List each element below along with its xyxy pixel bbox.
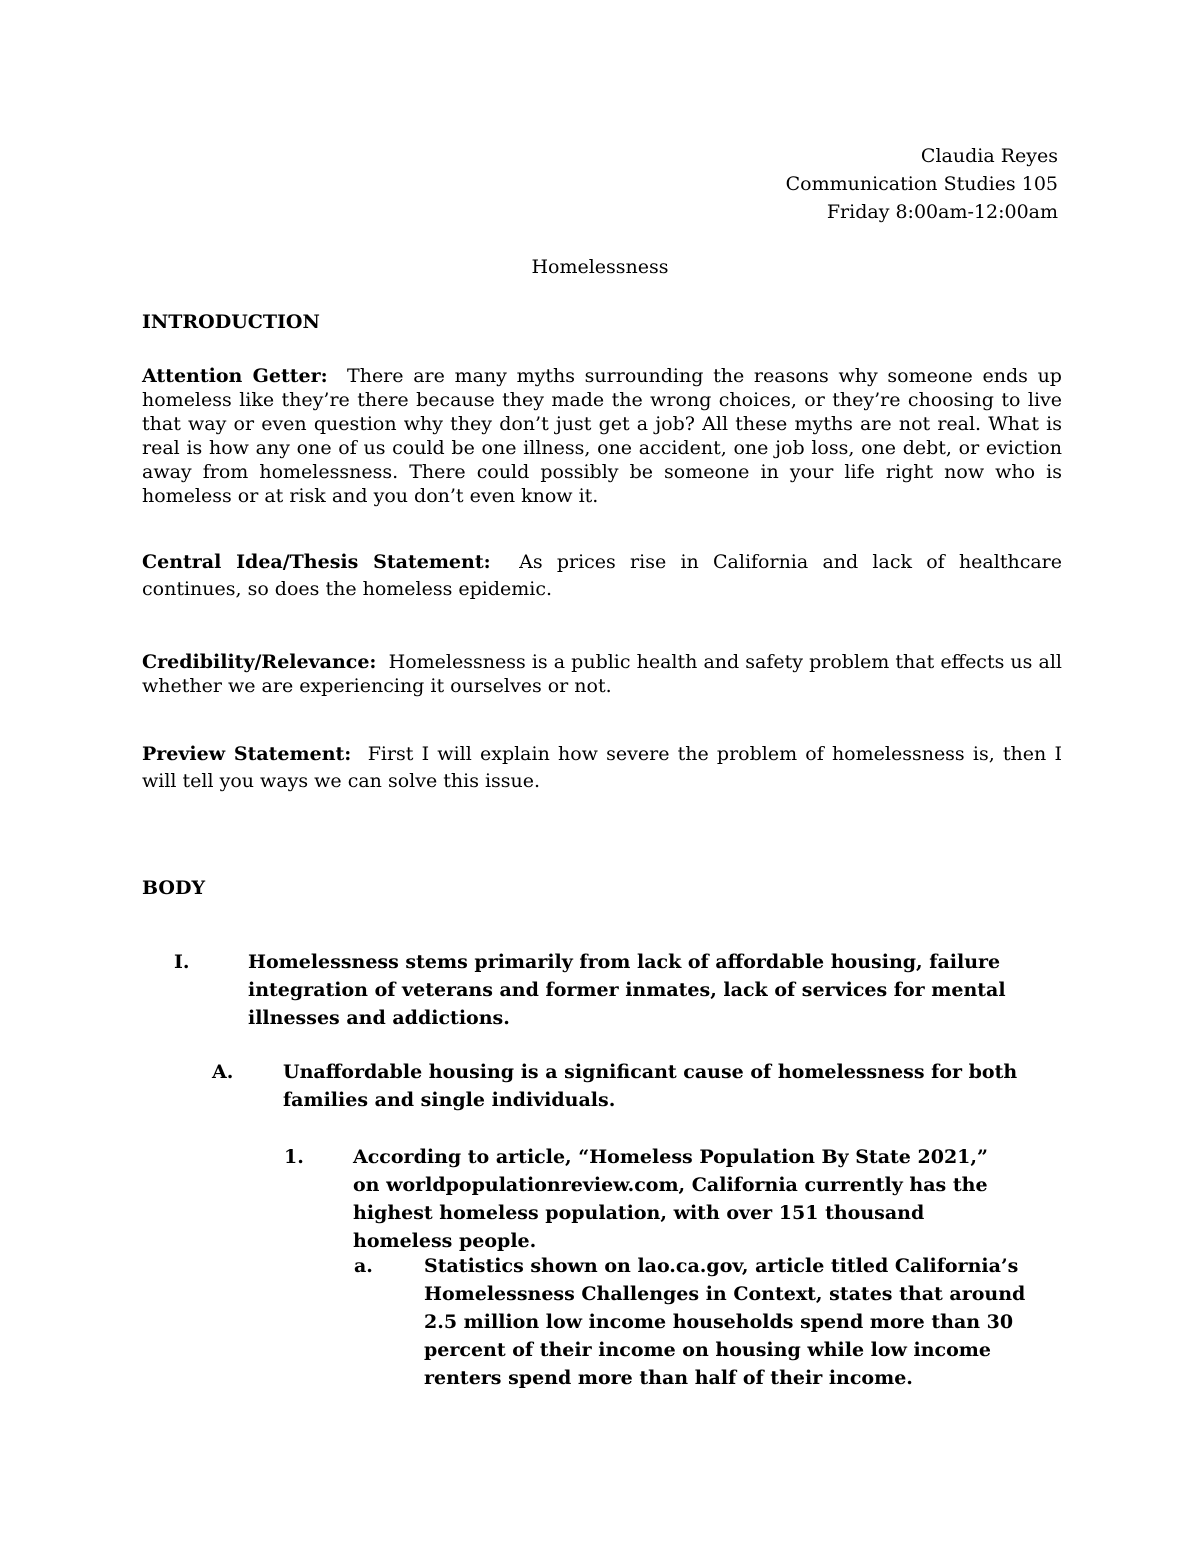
thesis-statement	[142, 549, 1062, 603]
outline-item-1	[0, 1143, 1200, 1252]
attention-getter	[142, 364, 1062, 508]
outline-text-i: Homelessness stems primarily from lack of affordable housing, failure integration of veterans and former inmates, lack of services for mental illnesses and addictions.	[248, 951, 1006, 1029]
preview-statement	[142, 741, 1062, 795]
body-heading: BODY	[142, 877, 206, 899]
thesis-label: Central Idea/Thesis Statement:	[142, 551, 491, 573]
preview-text: First I will explain how severe the problem of homelessness is, then I will tell you ways we can solve this issue.	[142, 743, 1062, 792]
outline-marker-a-sub: a.	[354, 1255, 373, 1277]
document-title: Homelessness	[531, 256, 669, 278]
outline-text-1: According to article, “Homeless Population By State 2021,” on worldpopulationreview.com, California currently has the highest homeless population, with over 151 thousand homeless people.	[353, 1146, 988, 1252]
author-header	[786, 142, 1058, 226]
credibility-statement	[142, 650, 1062, 698]
outline-text-a: Unaffordable housing is a significant cause of homelessness for both families and single individuals.	[283, 1061, 1018, 1111]
outline-item-a-sub	[0, 1252, 1200, 1402]
credibility-text: Homelessness is a public health and safety problem that effects us all whether we are experiencing it ourselves or not.	[142, 651, 1062, 697]
attention-getter-label: Attention Getter:	[142, 365, 328, 387]
preview-label: Preview Statement:	[142, 743, 352, 765]
attention-getter-text: There are many myths surrounding the reasons why someone ends up homeless like they’re there because they made the wrong choices, or they’re choosing to live that way or even question why they don’t just get a job? All these myths are not real. What is real is how any one of us could be one illness, one accident, one job loss, one debt, or eviction away from homelessness. There could possibly be someone in your life right now who is homeless or at risk and you don’t even know it.	[142, 365, 1062, 507]
thesis-text: As prices rise in California and lack of healthcare continues, so does the homeless epidemic.	[142, 551, 1062, 600]
introduction-heading: INTRODUCTION	[142, 311, 320, 333]
outline-marker-i: I.	[174, 951, 190, 973]
course-name: Communication Studies 105	[785, 173, 1058, 195]
credibility-label: Credibility/Relevance:	[142, 651, 377, 673]
class-schedule: Friday 8:00am-12:00am	[826, 201, 1058, 223]
outline-marker-a: A.	[212, 1061, 234, 1083]
author-name: Claudia Reyes	[920, 145, 1058, 167]
outline-marker-1: 1.	[284, 1146, 304, 1168]
outline-item-i	[0, 948, 1200, 1038]
outline-item-a	[0, 1058, 1200, 1118]
outline-text-a-sub: Statistics shown on lao.ca.gov, article titled California’s Homelessness Challenges in Context, states that around 2.5 million low income households spend more than 30 percent of their income on housing while low income renters spend more than half of their income.	[424, 1255, 1026, 1389]
